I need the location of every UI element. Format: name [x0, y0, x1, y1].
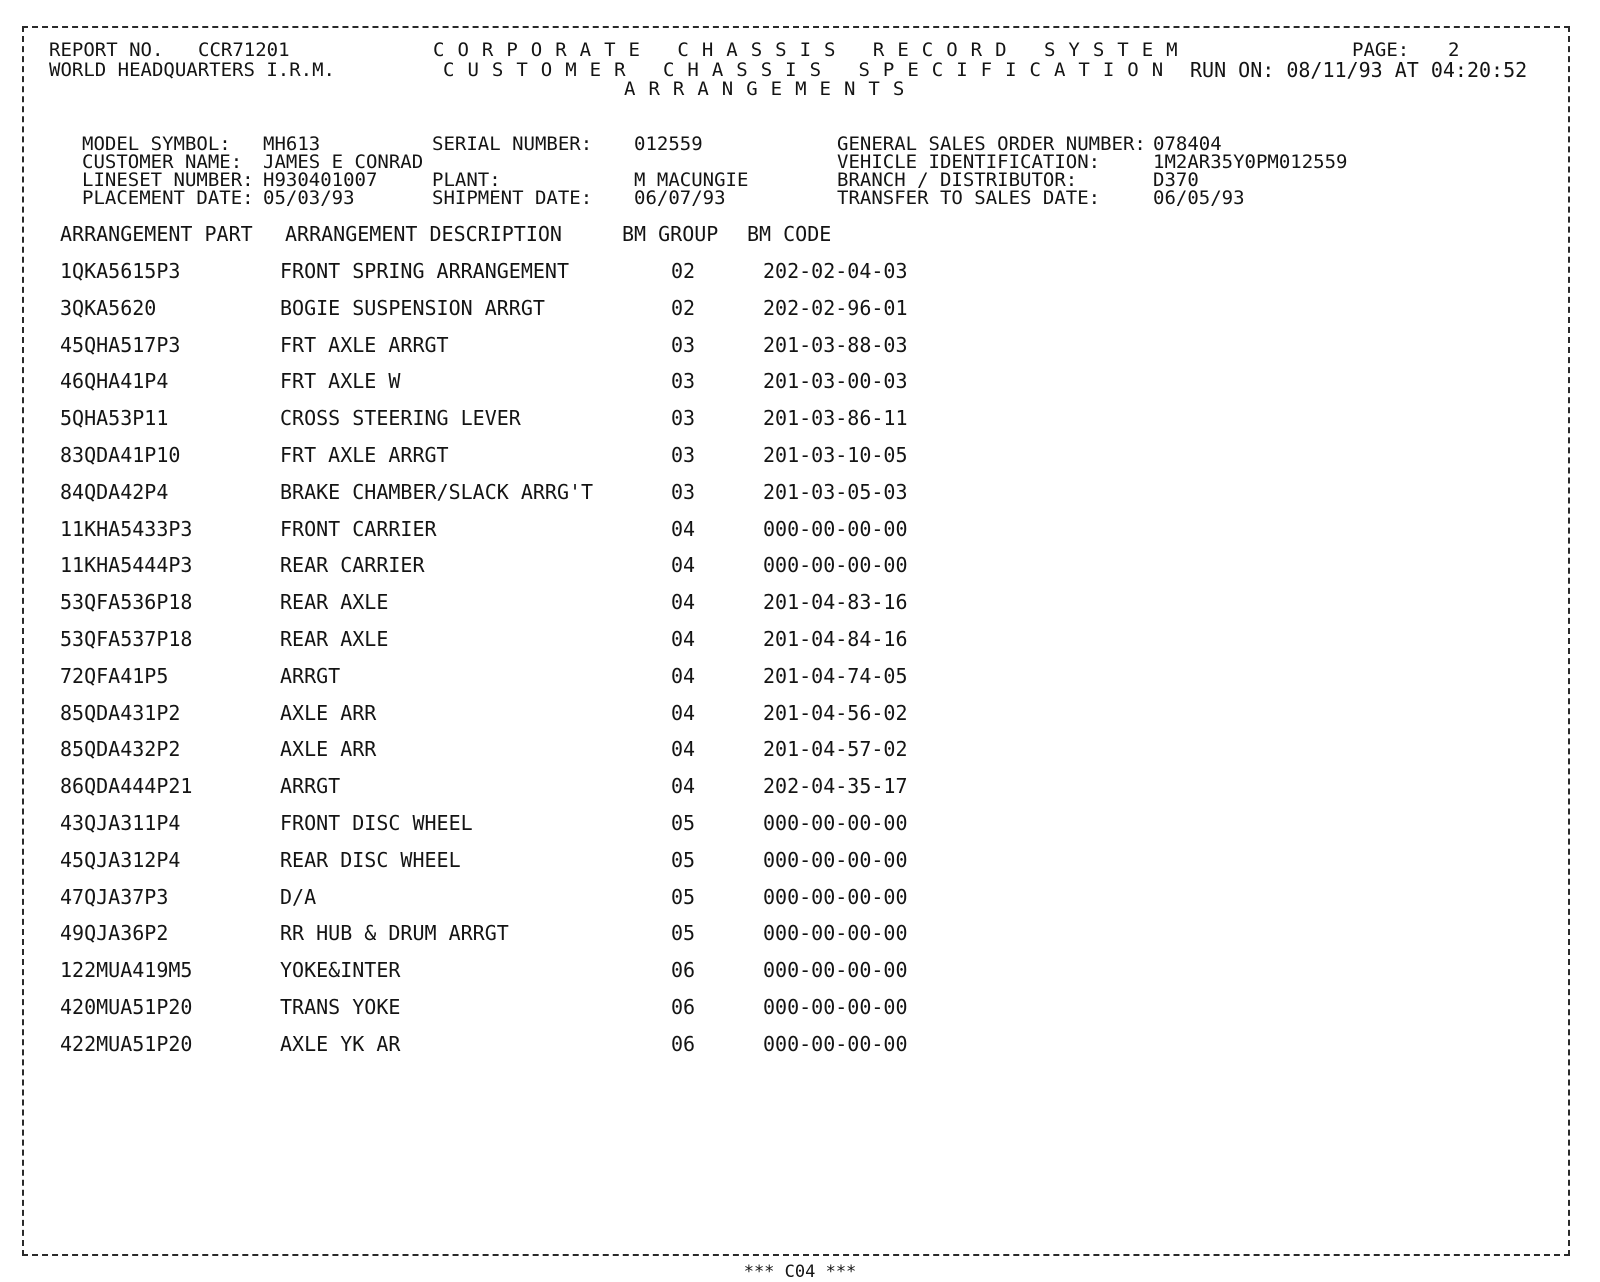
- bm-group: 05: [671, 921, 696, 946]
- description: AXLE YK AR: [280, 1031, 401, 1056]
- table-row: [0, 259, 1600, 283]
- table-row: [0, 296, 1600, 320]
- part-number: 86QDA444P21: [60, 774, 193, 799]
- table-row: [0, 480, 1600, 504]
- bm-code: 201-03-88-03: [763, 332, 908, 357]
- description: RR HUB & DRUM ARRGT: [280, 921, 509, 946]
- table-row: [0, 701, 1600, 725]
- lineset-number-label: LINESET NUMBER:: [82, 169, 254, 191]
- bm-code: 000-00-00-00: [763, 995, 908, 1019]
- report-title-line2: CUSTOMER CHASSIS SPECIFICATION: [443, 59, 1177, 81]
- table-row: [0, 406, 1600, 430]
- part-number: 53QFA537P18: [60, 627, 193, 651]
- bm-group: 04: [671, 737, 696, 762]
- table-header-row: [0, 222, 1600, 246]
- bm-group: 04: [671, 627, 696, 651]
- description: CROSS STEERING LEVER: [280, 406, 521, 431]
- description: YOKE&INTER: [280, 958, 401, 983]
- table-row: [0, 553, 1600, 577]
- bm-group: 06: [671, 958, 696, 983]
- table-row: [0, 958, 1600, 982]
- report-number-label: REPORT NO.: [49, 39, 164, 61]
- description: FRT AXLE ARRGT: [280, 443, 449, 467]
- bm-code: 201-03-10-05: [763, 443, 908, 467]
- bm-code: 202-04-35-17: [763, 774, 908, 799]
- page-label: PAGE:: [1352, 39, 1410, 61]
- col-header-bm-group: BM GROUP: [622, 222, 719, 246]
- bm-group: 02: [671, 259, 696, 283]
- bm-code: 201-04-57-02: [763, 737, 908, 762]
- bm-group: 03: [671, 332, 696, 357]
- description: BRAKE CHAMBER/SLACK ARRG'T: [280, 479, 594, 504]
- plant-value: M MACUNGIE: [634, 169, 749, 191]
- branch-distributor-value: D370: [1153, 169, 1199, 191]
- plant-label: PLANT:: [432, 169, 501, 191]
- table-row: [0, 774, 1600, 798]
- description: AXLE ARR: [280, 700, 377, 725]
- part-number: 84QDA42P4: [60, 479, 169, 504]
- part-number: 5QHA53P11: [60, 406, 169, 431]
- placement-date-value: 05/03/93: [263, 187, 355, 209]
- bm-code: 202-02-96-01: [763, 295, 908, 320]
- part-number: 11KHA5433P3: [60, 516, 193, 541]
- description: FRONT SPRING ARRANGEMENT: [280, 259, 569, 283]
- bm-group: 03: [671, 443, 696, 467]
- transfer-date-label: TRANSFER TO SALES DATE:: [837, 187, 1101, 209]
- part-number: 49QJA36P2: [60, 921, 169, 946]
- bm-group: 04: [671, 774, 696, 799]
- table-row: [0, 369, 1600, 393]
- customer-name-label: CUSTOMER NAME:: [82, 151, 243, 173]
- table-row: [0, 627, 1600, 651]
- description: D/A: [280, 884, 317, 909]
- description: REAR AXLE: [280, 590, 389, 615]
- col-header-description: ARRANGEMENT DESCRIPTION: [285, 222, 562, 246]
- table-row: [0, 921, 1600, 945]
- model-symbol-value: MH613: [263, 133, 321, 155]
- bm-group: 04: [671, 590, 696, 615]
- table-row: [0, 443, 1600, 467]
- bm-group: 05: [671, 847, 696, 872]
- page-number: 2: [1448, 39, 1460, 61]
- table-row: [0, 517, 1600, 541]
- bm-code: 000-00-00-00: [763, 921, 908, 946]
- part-number: 11KHA5444P3: [60, 553, 193, 578]
- page-footer-code: *** C04 ***: [743, 1262, 857, 1282]
- bm-code: 201-04-74-05: [763, 663, 908, 688]
- bm-group: 04: [671, 553, 696, 578]
- description: ARRGT: [280, 663, 341, 688]
- shipment-date-value: 06/07/93: [634, 187, 726, 209]
- customer-name-value: JAMES E CONRAD: [263, 151, 424, 173]
- bm-group: 06: [671, 1031, 696, 1056]
- bm-code: 201-04-83-16: [763, 590, 908, 615]
- description: REAR AXLE: [280, 627, 389, 651]
- table-row: [0, 848, 1600, 872]
- table-row: [0, 885, 1600, 909]
- description: TRANS YOKE: [280, 995, 401, 1019]
- bm-code: 000-00-00-00: [763, 847, 908, 872]
- part-number: 45QJA312P4: [60, 847, 181, 872]
- report-title-line1: CORPORATE CHASSIS RECORD SYSTEM: [433, 39, 1191, 61]
- report-number: CCR71201: [198, 39, 290, 61]
- organization-name: WORLD HEADQUARTERS I.R.M.: [49, 59, 335, 81]
- bm-code: 201-03-05-03: [763, 479, 908, 504]
- bm-group: 04: [671, 700, 696, 725]
- col-header-part: ARRANGEMENT PART: [60, 222, 253, 246]
- description: ARRGT: [280, 774, 341, 799]
- part-number: 1QKA5615P3: [60, 259, 181, 283]
- run-timestamp: RUN ON: 08/11/93 AT 04:20:52: [1190, 58, 1528, 82]
- description: REAR CARRIER: [280, 553, 425, 578]
- bm-code: 201-04-56-02: [763, 700, 908, 725]
- table-row: [0, 1032, 1600, 1056]
- part-number: 420MUA51P20: [60, 995, 193, 1019]
- serial-number-label: SERIAL NUMBER:: [432, 133, 593, 155]
- description: FRONT CARRIER: [280, 516, 437, 541]
- part-number: 422MUA51P20: [60, 1031, 193, 1056]
- bm-group: 03: [671, 406, 696, 431]
- description: FRT AXLE W: [280, 369, 401, 394]
- part-number: 122MUA419M5: [60, 958, 193, 983]
- branch-distributor-label: BRANCH / DISTRIBUTOR:: [837, 169, 1078, 191]
- bm-group: 05: [671, 884, 696, 909]
- bm-code: 000-00-00-00: [763, 884, 908, 909]
- bm-code: 000-00-00-00: [763, 516, 908, 541]
- part-number: 53QFA536P18: [60, 590, 193, 615]
- bm-group: 06: [671, 995, 696, 1019]
- bm-group: 03: [671, 479, 696, 504]
- vehicle-id-value: 1M2AR35Y0PM012559: [1153, 151, 1348, 173]
- part-number: 46QHA41P4: [60, 369, 169, 394]
- description: AXLE ARR: [280, 737, 377, 762]
- sales-order-value: 078404: [1153, 133, 1222, 155]
- part-number: 47QJA37P3: [60, 884, 169, 909]
- bm-code: 201-04-84-16: [763, 627, 908, 651]
- description: REAR DISC WHEEL: [280, 847, 461, 872]
- serial-number-value: 012559: [634, 133, 703, 155]
- description: BOGIE SUSPENSION ARRGT: [280, 295, 545, 320]
- lineset-number-value: H930401007: [263, 169, 378, 191]
- bm-group: 02: [671, 295, 696, 320]
- description: FRT AXLE ARRGT: [280, 332, 449, 357]
- part-number: 85QDA431P2: [60, 700, 181, 725]
- table-row: [0, 737, 1600, 761]
- bm-code: 201-03-86-11: [763, 406, 908, 431]
- report-title-line3: ARRANGEMENTS: [624, 78, 918, 100]
- bm-code: 201-03-00-03: [763, 369, 908, 394]
- bm-code: 202-02-04-03: [763, 259, 908, 283]
- shipment-date-label: SHIPMENT DATE:: [432, 187, 593, 209]
- table-row: [0, 664, 1600, 688]
- part-number: 3QKA5620: [60, 295, 157, 320]
- description: FRONT DISC WHEEL: [280, 811, 473, 835]
- model-symbol-label: MODEL SYMBOL:: [82, 133, 231, 155]
- col-header-bm-code: BM CODE: [747, 222, 832, 246]
- table-row: [0, 995, 1600, 1019]
- part-number: 83QDA41P10: [60, 443, 181, 467]
- vehicle-id-label: VEHICLE IDENTIFICATION:: [837, 151, 1101, 173]
- part-number: 45QHA517P3: [60, 332, 181, 357]
- part-number: 72QFA41P5: [60, 663, 169, 688]
- bm-code: 000-00-00-00: [763, 958, 908, 983]
- bm-code: 000-00-00-00: [763, 553, 908, 578]
- part-number: 85QDA432P2: [60, 737, 181, 762]
- table-row: [0, 811, 1600, 835]
- bm-code: 000-00-00-00: [763, 811, 908, 835]
- bm-code: 000-00-00-00: [763, 1031, 908, 1056]
- bm-group: 05: [671, 811, 696, 835]
- bm-group: 04: [671, 663, 696, 688]
- sales-order-label: GENERAL SALES ORDER NUMBER:: [837, 133, 1146, 155]
- bm-group: 04: [671, 516, 696, 541]
- placement-date-label: PLACEMENT DATE:: [82, 187, 254, 209]
- part-number: 43QJA311P4: [60, 811, 181, 835]
- bm-group: 03: [671, 369, 696, 394]
- transfer-date-value: 06/05/93: [1153, 187, 1245, 209]
- table-row: [0, 333, 1600, 357]
- table-row: [0, 590, 1600, 614]
